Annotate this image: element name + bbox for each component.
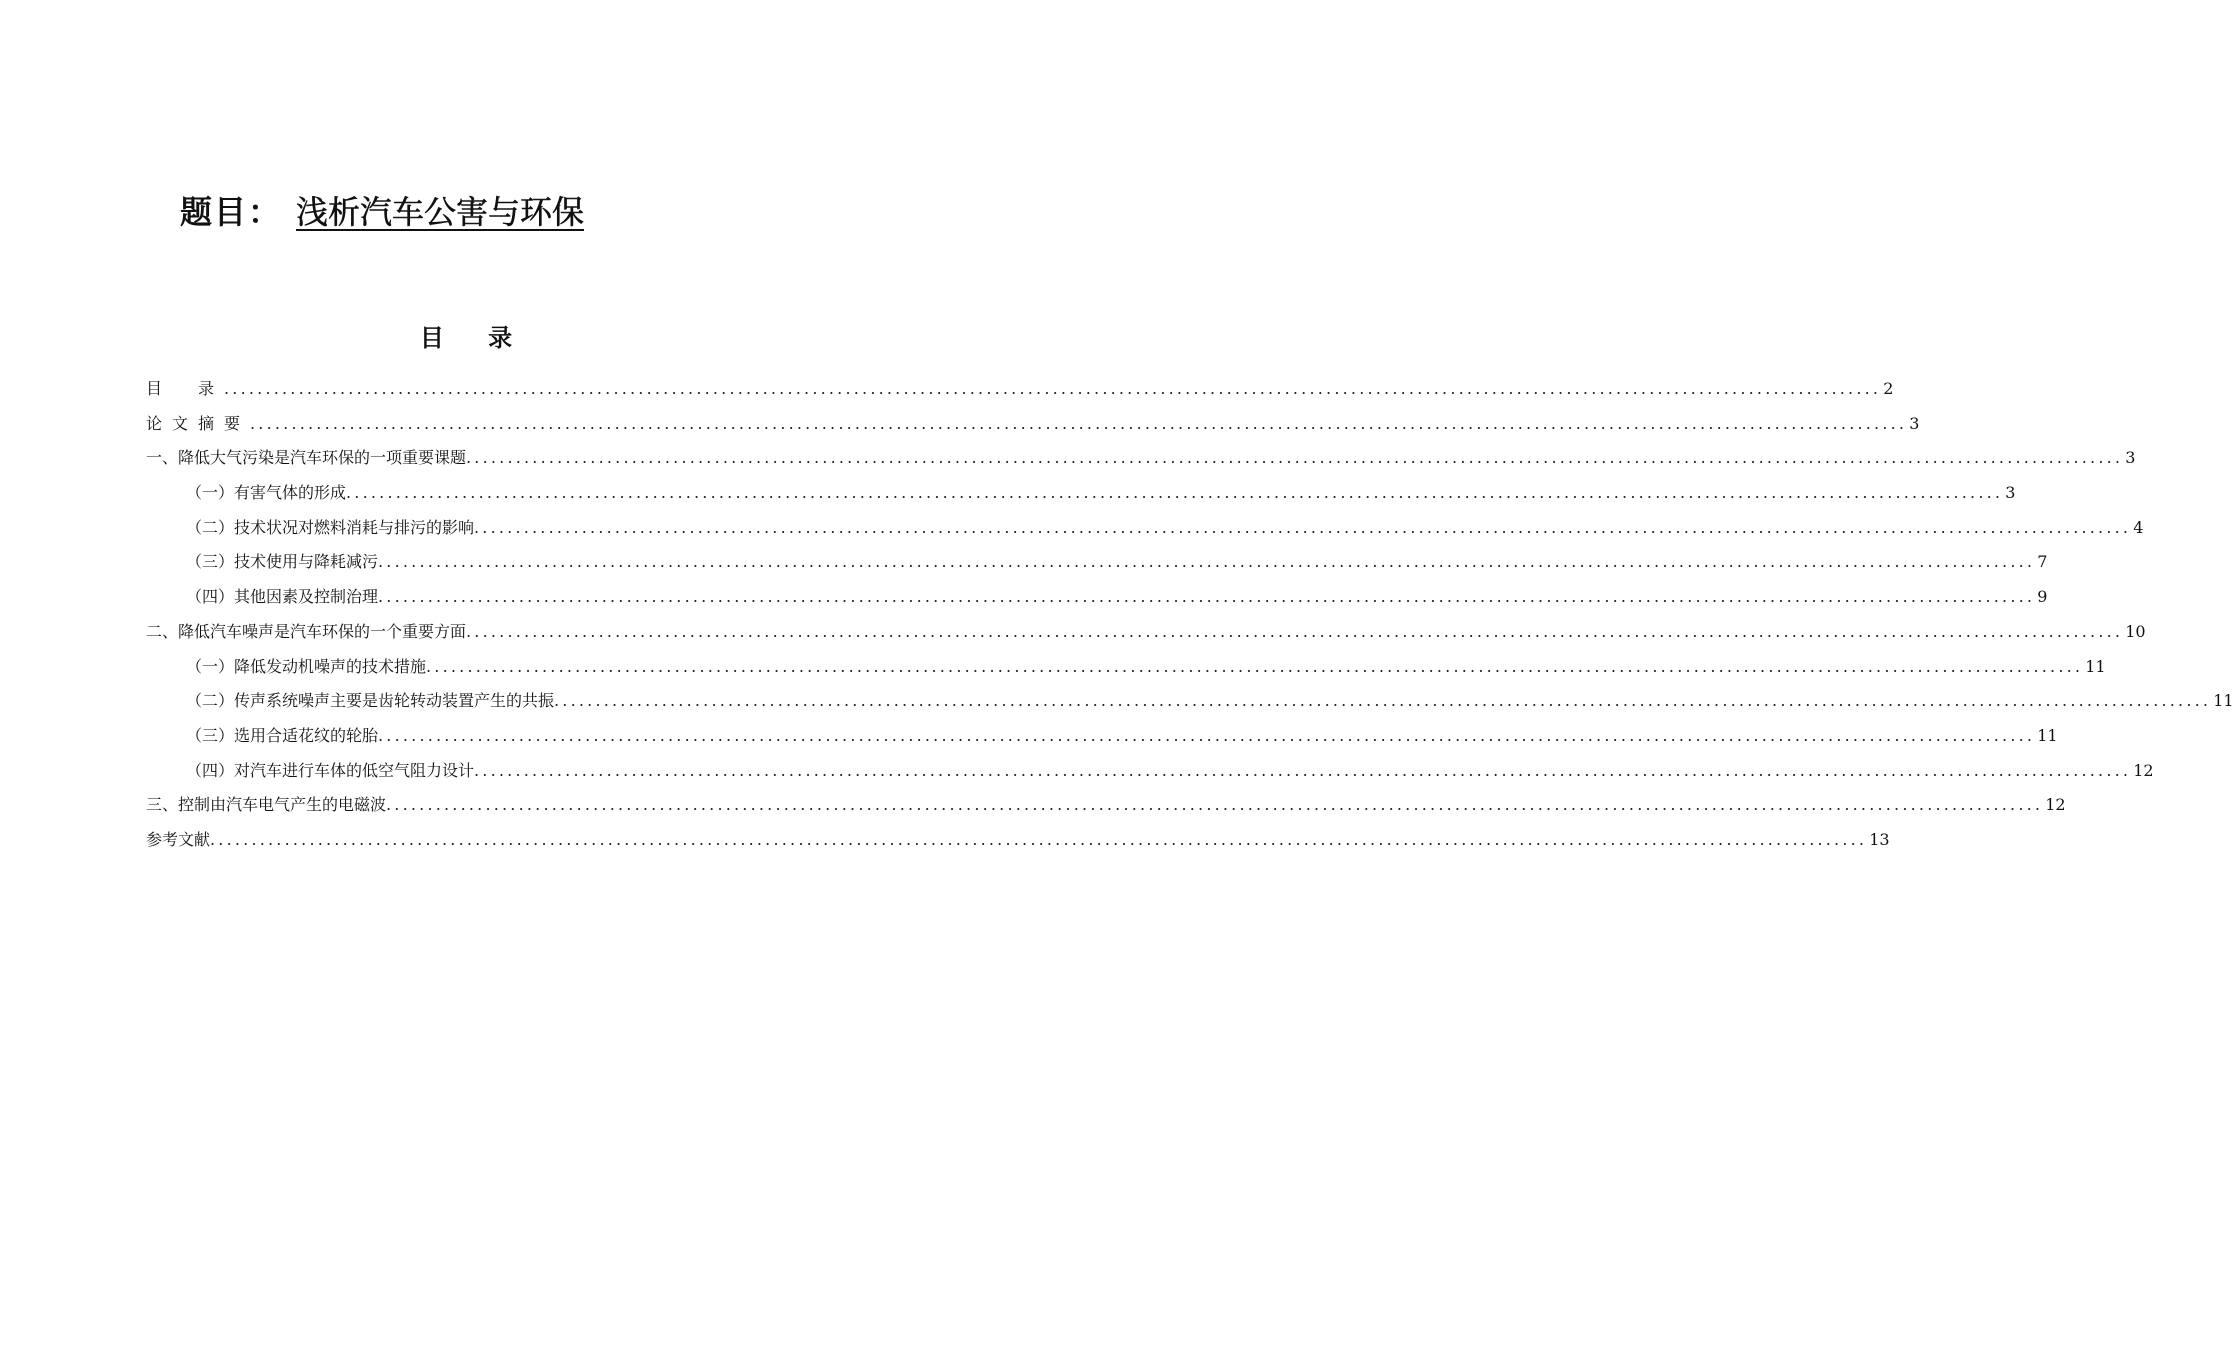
- toc-entry-page-number: 3: [1909, 413, 1920, 433]
- toc-entry[interactable]: [146, 650, 2106, 685]
- document-title: [180, 188, 602, 236]
- toc-leader-dots: ........................................................................................................................................................................................................: [346, 483, 2004, 503]
- toc-leader-dots: ........................................................................................................................................................................................................: [426, 656, 2084, 676]
- table-of-contents: [146, 372, 2234, 858]
- toc-entry[interactable]: [146, 615, 2146, 650]
- toc-heading: 目 录: [419, 324, 531, 352]
- toc-entry[interactable]: [146, 580, 2048, 615]
- toc-entry[interactable]: [146, 823, 1890, 858]
- toc-entry-page-number: 11: [2037, 725, 2058, 745]
- toc-entry-page-number: 9: [2037, 587, 2048, 607]
- toc-leader-dots: ........................................................................................................................................................................................................: [378, 725, 2036, 745]
- toc-entry-label: （二）技术状况对燃料消耗与排污的影响: [186, 517, 475, 537]
- toc-entry-page-number: 2: [1883, 379, 1894, 398]
- toc-entry-label: （二）传声系统噪声主要是齿轮转动装置产生的共振: [186, 691, 555, 711]
- toc-entry-label: （一）降低发动机噪声的技术措施: [186, 656, 427, 676]
- toc-leader-dots: ........................................................................................................................................................................................................: [474, 760, 2132, 780]
- toc-entry-page-number: 4: [2133, 517, 2144, 537]
- toc-leader-dots: ........................................................................................................................................................................................................: [378, 587, 2036, 607]
- toc-entry-label: （三）选用合适花纹的轮胎: [186, 725, 379, 745]
- toc-entry-label: 论文摘要: [146, 413, 251, 433]
- toc-entry-page-number: 10: [2125, 621, 2146, 641]
- toc-leader-dots: ........................................................................................................................................................................................................: [466, 448, 2124, 468]
- title-value: 浅析汽车公害与环保: [296, 193, 585, 231]
- toc-entry[interactable]: [146, 719, 2058, 754]
- toc-entry[interactable]: [146, 441, 2136, 476]
- toc-entry[interactable]: [146, 476, 2016, 511]
- toc-entry[interactable]: [146, 511, 2144, 546]
- toc-entry-label: （一）有害气体的形成: [186, 483, 347, 503]
- toc-entry-label: 参考文献: [146, 829, 211, 849]
- toc-entry[interactable]: [146, 372, 1894, 407]
- toc-entry-page-number: 7: [2037, 552, 2048, 572]
- toc-leader-dots: ........................................................................................................................................................................................................: [378, 552, 2036, 572]
- toc-entry[interactable]: [146, 788, 2066, 823]
- toc-entry[interactable]: [146, 407, 1920, 442]
- toc-entry-label: （四）其他因素及控制治理: [186, 587, 379, 607]
- toc-entry-label: 二、降低汽车噪声是汽车环保的一个重要方面: [146, 621, 467, 641]
- toc-leader-dots: ........................................................................................................................................................................................................: [554, 691, 2212, 711]
- toc-entry[interactable]: [146, 754, 2154, 789]
- toc-entry[interactable]: [146, 684, 2234, 719]
- toc-leader-dots: ........................................................................................................................................................................................................: [474, 517, 2132, 537]
- toc-entry-label: （四）对汽车进行车体的低空气阻力设计: [186, 760, 475, 780]
- toc-entry-label: 一、降低大气污染是汽车环保的一项重要课题: [146, 448, 467, 468]
- toc-leader-dots: ........................................................................................................................................................................................................: [210, 829, 1868, 849]
- toc-entry-label: （三）技术使用与降耗减污: [186, 552, 379, 572]
- toc-entry-label: 目 录: [146, 379, 225, 398]
- toc-entry-page-number: 13: [1869, 829, 1890, 849]
- toc-entry-page-number: 11: [2213, 691, 2234, 711]
- toc-entry-page-number: 3: [2125, 448, 2136, 468]
- toc-entry-page-number: 12: [2045, 795, 2066, 815]
- title-label: 题目：: [180, 193, 283, 231]
- toc-entry-page-number: 11: [2085, 656, 2106, 676]
- toc-leader-dots: ........................................................................................................................................................................................................: [224, 379, 1882, 398]
- toc-leader-dots: ........................................................................................................................................................................................................: [386, 795, 2044, 815]
- toc-entry-page-number: 3: [2005, 483, 2016, 503]
- toc-entry-label: 三、控制由汽车电气产生的电磁波: [146, 795, 387, 815]
- toc-entry[interactable]: [146, 545, 2048, 580]
- toc-leader-dots: ........................................................................................................................................................................................................: [466, 621, 2124, 641]
- toc-entry-page-number: 12: [2133, 760, 2154, 780]
- toc-leader-dots: ........................................................................................................................................................................................................: [250, 413, 1908, 433]
